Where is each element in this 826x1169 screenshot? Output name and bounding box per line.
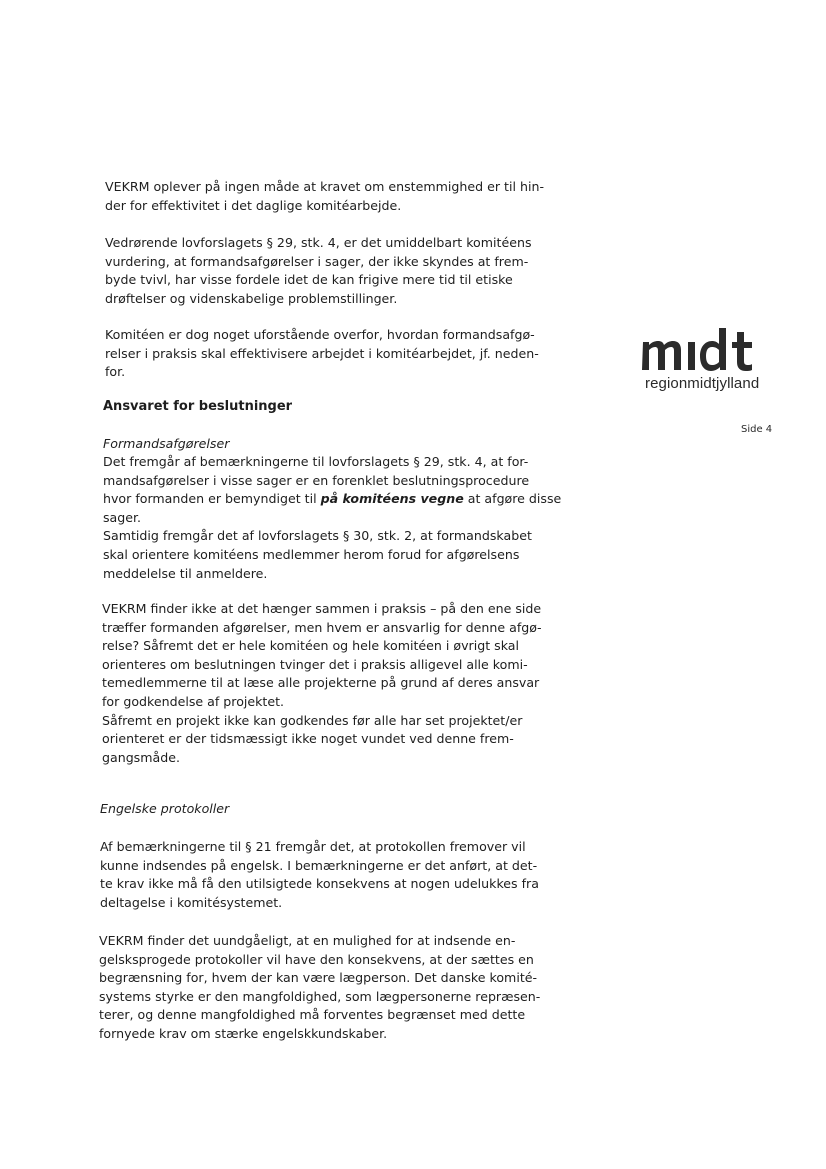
text-line: gangsmåde. <box>102 749 180 765</box>
text-line: systems styrke er den mangfoldighed, som lægpersonerne repræsen- <box>99 988 541 1004</box>
text-line: relser i praksis skal effektivisere arbejdet i komitéarbejdet, jf. neden- <box>105 345 539 361</box>
text-line: kunne indsendes på engelsk. I bemærkningerne er det anført, at det- <box>100 857 538 873</box>
text-line: Det fremgår af bemærkningerne til lovforslagets § 29, stk. 4, at for- <box>103 454 529 469</box>
text-run: hvor formanden er bemyndiget til <box>103 491 321 507</box>
paragraph-7 <box>99 932 540 1044</box>
text-line: sager. <box>103 509 142 525</box>
subheading-engelske-protokoller: Engelske protokoller <box>100 801 230 816</box>
text-line: orienteres om beslutningen tvinger det i praksis alligevel alle komi- <box>102 656 528 672</box>
text-line: VEKRM finder ikke at det hænger sammen i praksis – på den ene side <box>102 601 542 616</box>
text-line: te krav ikke må få den utilsigtede konsekvens at nogen udelukkes fra <box>100 876 539 892</box>
text-line: begrænsning for, hvem der kan være lægperson. Det danske komité- <box>99 970 538 986</box>
page-number: Side 4 <box>741 424 773 435</box>
subheading-formandsafgoerelser: Formandsafgørelser <box>103 436 230 451</box>
text-line: for godkendelse af projektet. <box>102 693 285 709</box>
paragraph-5 <box>102 600 542 767</box>
text-line: meddelelse til anmeldere. <box>103 565 268 581</box>
text-line: VEKRM finder det uundgåeligt, at en mulighed for at indsende en- <box>99 933 516 948</box>
text-line: orienteret er der tidsmæssigt ikke noget vundet ved denne frem- <box>102 731 514 747</box>
text-line: træffer formanden afgørelser, men hvem er ansvarlig for denne afgø- <box>102 619 542 635</box>
text-line: Vedrørende lovforslagets § 29, stk. 4, er det umiddelbart komitéens <box>105 235 532 250</box>
text-line: drøftelser og videnskabelige problemstillinger. <box>105 290 398 306</box>
emphasis-text: på komitéens vegne <box>320 491 464 507</box>
text-line: for. <box>105 364 126 380</box>
text-line: terer, og denne mangfoldighed må forventes begrænset med dette <box>99 1007 526 1023</box>
text-line: vurdering, at formandsafgørelser i sager, der ikke skyndes at frem- <box>105 253 529 269</box>
text-line: mandsafgørelser i visse sager er en forenklet beslutningsprocedure <box>103 472 530 488</box>
text-line: byde tvivl, har visse fordele idet de kan frigive mere tid til etiske <box>105 272 513 288</box>
region-tagline: regionmidtjylland <box>645 375 760 392</box>
paragraph-2 <box>105 234 532 308</box>
text-line: der for effektivitet i det daglige komitéarbejde. <box>105 197 402 213</box>
paragraph-1 <box>105 178 544 215</box>
text-line: skal orientere komitéens medlemmer herom forud for afgørelsens <box>103 546 520 562</box>
text-line: VEKRM oplever på ingen måde at kravet om enstemmighed er til hin- <box>105 179 545 194</box>
section-heading-ansvar: Ansvaret for beslutninger <box>103 399 293 414</box>
region-midt-logo <box>641 328 791 378</box>
text-line: temedlemmerne til at læse alle projekterne på grund af deres ansvar <box>102 675 540 691</box>
text-line-emphasis <box>103 490 561 509</box>
paragraph-4 <box>103 453 561 583</box>
text-line: Såfremt en projekt ikke kan godkendes før alle har set projektet/er <box>102 712 523 728</box>
text-line: relse? Såfremt det er hele komitéen og hele komitéen i øvrigt skal <box>102 638 520 654</box>
paragraph-3 <box>105 326 539 382</box>
text-line: Af bemærkningerne til § 21 fremgår det, at protokollen fremover vil <box>100 839 526 854</box>
text-line: fornyede krav om stærke engelskkundskaber. <box>99 1025 388 1041</box>
text-line: gelsksprogede protokoller vil have den konsekvens, at der sættes en <box>99 951 534 967</box>
text-line: deltagelse i komitésystemet. <box>100 894 283 910</box>
paragraph-6 <box>100 838 539 912</box>
text-line: Komitéen er dog noget uforstående overfor, hvordan formandsafgø- <box>105 327 535 342</box>
text-run: at afgøre disse <box>463 491 562 507</box>
text-line: Samtidig fremgår det af lovforslagets § 30, stk. 2, at formandskabet <box>103 528 532 544</box>
